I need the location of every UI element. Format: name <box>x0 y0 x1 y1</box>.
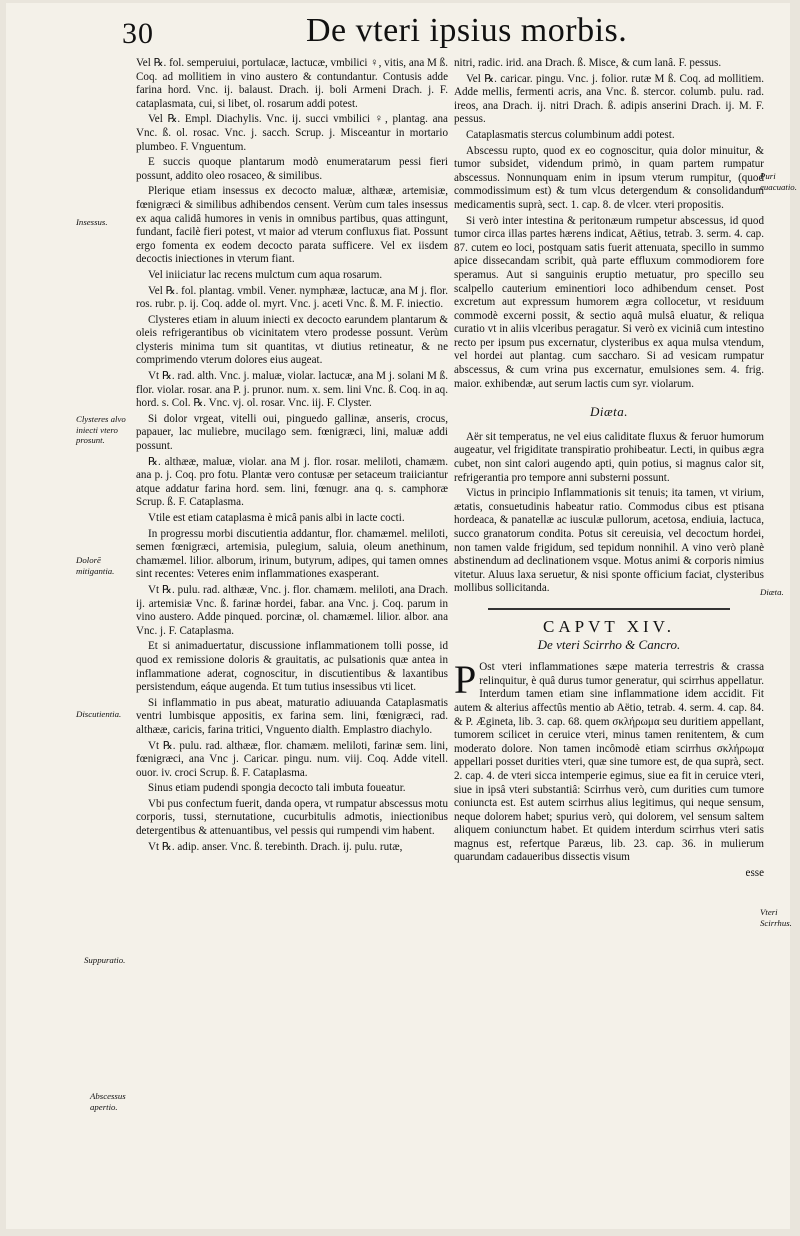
paragraph: Vt ℞. pulu. rad. althææ, Vnc. j. flor. chamæm. meliloti, ana Drach. ij. artemisiæ Vnc. ß. farinæ hordei, fabar. ana Vnc. j. Coq. parum in vino austero. Adde pinqued. porcinæ, ol. chamæmel. lilior. albor. ana Vnc. j. F. Cataplasma. <box>136 583 448 637</box>
margin-note-insessus: Insessus. <box>76 217 108 227</box>
paragraph: Victus in principio Inflammationis sit tenuis; ita tamen, vt virium, ætatis, consuetudinis habeatur ratio. Commodus cibus est ptisana hordeaca, & panatellæ ac iusculæ pullorum, acetosa, endiuia, lactuca, succo granatorum condita. Potus sit cereuisia, vel decoctum hordei, non tamen valde frigidum, sed tepidum nonnihil. A vino verò planè abstinendum ad declinationem vsque. Motus animi & corporis nimius vitetur. Aluus laxa seruetur, & nisi sponte officium faciat, clysteribus mollibus sollicitanda. <box>454 487 764 595</box>
catchword: esse <box>745 867 764 880</box>
chapter-text: Ost vteri inflammationes sæpe materia terrestris & crassa relinquitur, è quâ durus tumor generatur, qui scirrhus appellatur. Interdum tamen etiam sine inflammatione idem accidit. Fit autem & alterius affectûs mentio ab Aëtio, tetrab. 4. serm. 4. cap. 84. & P. Ægineta, lib. 3. cap. 68. quem σκλήρωμα seu duritiem appellant, tumorem scilicet in ceruice vteri, minus tamen renitentem, & cum moderato dolore. Non tamen incômodè etiam scirrhus σκλήρωμα appellari posset durities vteri, quæ sine tumore est, de qua suprà, sect. 2. cap. 4. de vteri sicca intemperie egimus, siue ea fit in ceruice vteri, siue in ipsâ vteri substantiâ: Scirrhus verò, cum durities cum tumore coniuncta est. Est autem scirrhus alius legitimus, qui neque sensum, neque dolorem habet; spurius verò, qui dolorem, vel sensum saltem aliquem coniunctum habet. Et quidem interdum scirrhus vteri satis magnus est, refertque Paræus, lib. 23. cap. 36. in mulierum quarundam cadaueribus dissectis visum <box>454 661 764 864</box>
paragraph: Si inflammatio in pus abeat, maturatio adiuuanda Cataplasmatis ventri lumbisque appositis, ex farina sem. lini, fœnigræci, rad. althææ, caricis, farina tritici, Vnguento dialth. Emplastro diachylo. <box>136 696 448 736</box>
margin-note-clysteres: Clysteres alvo iniecti vtero prosunt. <box>76 414 126 445</box>
divider <box>488 608 730 610</box>
paragraph: Plerique etiam insessus ex decocto maluæ, althææ, artemisiæ, fœnigræci & similibus adhibendos censent. Verùm cum tales insessus ex aqua calidâ humores in venis in omnibus partibus, quas attingunt, fundant, facilè fieri potest, vt maior ad vterum confluxus fiat. Possunt ergo fomenta ex eodem decocto parata sufficere. Vel ex iisdem decoctis iniectiones in vterum fiant. <box>136 185 448 266</box>
paragraph: Cataplasmatis stercus columbinum addi potest. <box>466 128 675 141</box>
paragraph: Vel ℞. caricar. pingu. Vnc. j. folior. rutæ M ß. Coq. ad mollitiem. Adde mellis, fermenti acris, ana Vnc. ß. stercor. columb. pulu. rad. ireos, ana Drach. ij. nitri Drach. ß. adipis anserini Drach. ij. M. F. pessus. <box>454 72 764 126</box>
chapter-subtitle: De vteri Scirrho & Cancro. <box>537 636 681 652</box>
paragraph: Clysteres etiam in aluum iniecti ex decocto earundem plantarum & oleis refrigerantibus ob vicinitatem vtero prodesse possunt. Verùm clysteris minima tum sit quantitas, vt diutius retineatur, & ne comprimendo vterum dolores eius augeat. <box>136 313 448 367</box>
paragraph: In progressu morbi discutientia addantur, flor. chamæmel. meliloti, semen fœnigræci, artemisia, pulegium, saluia, oleum anethinum, chamæmel. lilior. alborum, irinum, butyrum, adipes, qui tamen omnes sint recentes: Veteres enim inflammationes exasperant. <box>136 527 448 581</box>
book-page <box>6 3 797 1229</box>
margin-note-puri: Puri euacuatio. <box>760 171 797 192</box>
margin-note-discutientia: Discutientia. <box>76 709 122 719</box>
paragraph: Vel ℞. fol. plantag. vmbil. Vener. nymphææ, lactucæ, ana M j. flor. ros. rubr. p. ij. Coq. adde ol. myrt. Vnc. j. aceti Vnc. ß. M. F. iniectio. <box>136 284 448 311</box>
paragraph: Aër sit temperatus, ne vel eius caliditate fluxus & feruor humorum augeatur, vel frigiditate transpiratio prohibeatur. Lecti, in quibus ægra cubet, non sint calori augendo apti, quin potius, si magnus calor sit, refrigerantia pro tempore anni substerni possunt. <box>454 430 764 484</box>
margin-note-scirrhus: Vteri Scirrhus. <box>760 907 792 928</box>
page-number: 30 <box>122 17 154 50</box>
diet-heading: Diæta. <box>589 404 629 420</box>
chapter-paragraph <box>454 657 764 865</box>
paragraph: Vel ℞. fol. semperuiui, portulacæ, lactucæ, vmbilici ♀, vitis, ana M ß. Coq. ad mollitiem in vino austero & contundantur. Contusis adde farina hord. Vnc. ij. balaust. Drach. ij. boli Armeni Drach. j. F. cataplasmata, cui, si libet, ol. rosarum addi potest. <box>136 57 448 110</box>
paragraph: Vtile est etiam cataplasma è micâ panis albi in lacte cocti. <box>148 512 405 524</box>
right-column <box>454 57 764 881</box>
margin-note-diaeta: Diæta. <box>760 587 784 597</box>
paragraph: Sinus etiam pudendi spongia decocto tali imbuta foueatur. <box>148 782 406 795</box>
chapter-title: CAPVT XIV. <box>543 616 675 636</box>
paragraph: Vbi pus confectum fuerit, danda opera, vt rumpatur abscessus motu corporis, tussi, sternutatione, cucurbitulis admotis, iniectionibus detergentibus & attenuantibus, vel pessis qui rumpendi vim habent. <box>136 797 448 838</box>
paragraph: Si dolor vrgeat, vitelli oui, pinguedo gallinæ, anseris, crocus, papauer, lac muliebre, mucilago sem. fœnigræci, lini, maluæ addi possunt. <box>136 412 448 453</box>
paragraph: Vel iniiciatur lac recens mulctum cum aqua rosarum. <box>148 268 383 281</box>
paragraph: ℞. althææ, maluæ, violar. ana M j. flor. rosar. meliloti, chamæm. ana p. j. Coq. pro fotu. Plantæ vero contusæ per setaceum traiiciantur atque addatur farina hord. sem. lini, fœnugr. ana q. s. camphoræ Scrup. ß. F. Cataplasma. <box>136 455 448 509</box>
paragraph: Vt ℞. rad. alth. Vnc. j. maluæ, violar. lactucæ, ana M j. solani M ß. flor. violar. rosar. ana P. j. prunor. num. x. sem. lini Vnc. ß. Coq. in aq. hord. s. Col. ℞. Vnc. vj. ol. rosar. Vnc. iij. F. Clyster. <box>136 370 448 410</box>
paragraph: nitri, radic. irid. ana Drach. ß. Misce, & cum lanâ. F. pessus. <box>454 57 722 69</box>
paragraph: Vt ℞. adip. anser. Vnc. ß. terebinth. Drach. ij. pulu. rutæ, <box>148 840 403 853</box>
margin-note-dolore: Dolorē mitigantia. <box>76 555 115 576</box>
paragraph: Vt ℞. pulu. rad. althææ, flor. chamæm. meliloti, farinæ sem. lini, fœnigræci, ana Vnc j. Caricar. pingu. num. viij. Coq. Adde vitell. ouor. iv. croci Scrup. ß. F. Cataplasma. <box>136 739 448 779</box>
left-column <box>136 57 448 856</box>
margin-note-abscessus: Abscessus apertio. <box>90 1091 126 1112</box>
paragraph: E succis quoque plantarum modò enumeratarum pessi fieri possunt, addito oleo rosaceo, & similibus. <box>136 156 448 182</box>
margin-note-suppuratio: Suppuratio. <box>84 955 126 965</box>
paragraph: Vel ℞. Empl. Diachylis. Vnc. ij. succi vmbilici ♀, plantag. ana Vnc. ß. ol. rosac. Vnc. j. sacch. Scrup. j. Misceantur in mortario plumbeo. F. Vnguentum. <box>136 113 448 153</box>
paragraph: Et si animaduertatur, discussione inflammationem tolli posse, id quod ex remissione doloris & grauitatis, ac pulsationis quæ antea in inflammatione aderat, cognoscitur, in discutientibus & laxantibus persistendum, eáque augenda. Et tum tutius insessibus vti licet. <box>136 640 448 694</box>
paragraph: Si verò inter intestina & peritonæum rumpetur abscessus, id quod tumor circa illas partes hærens indicat, Aëtius, tetrab. 3. serm. 4. cap. 87. cutem eo loci, postquam satis fuerit attenuata, specillo in summo apice dissecandam scribit, quà parte effluxum commodiorem fore speramus. Aut si sanguinis eruptio metuatur, pro specillo seu scalpello cauterium eminentiori loco adhibendum censet. Post excretum aut expressum humorem ægra collocetur, vt residuum commodè excerni possit, & sectio aquâ mulsâ eluatur, & reliqua curatio vt in aliis vlceribus peragatur. Si verò ex viciniâ cum intestino recto per ipsum pus excernatur, clysteribus ex aqua mulsa vtendum, vel hordei aut plantag. cum saccharo. Si ad vesicam rumpatur abscessus, & cum vrina pus excernatur, emulsiones sem. 4. frig. maior. exhibendæ, aut serum lactis cum syr. violarum. <box>454 214 764 390</box>
drop-cap: P <box>454 657 477 703</box>
paragraph: Abscessu rupto, quod ex eo cognoscitur, quia dolor minuitur, & tumor subsidet, videndum primò, in quam partem rumpatur abscessus. Nonnunquam enim in ipsum vterum rumpitur, (quod commodissimum est) & tum vlcus detergendum & consolidandum medicamentis suprà, sect. 1. cap. 8. de vlcer. vteri propositis. <box>454 144 764 211</box>
running-head <box>6 9 790 53</box>
page-title: De vteri ipsius morbis. <box>306 12 628 49</box>
